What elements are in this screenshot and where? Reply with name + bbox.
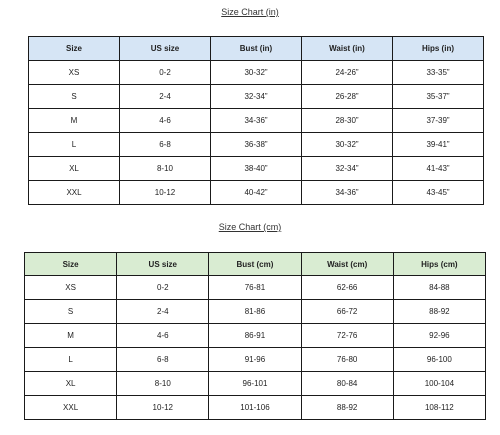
- table-row: [29, 133, 484, 157]
- size-chart-cm-table: [24, 252, 486, 420]
- bust-cell: 38-40”: [211, 157, 302, 181]
- size-chart-inches-title: Size Chart (in): [221, 7, 279, 17]
- us-size-cell: 2-4: [120, 85, 211, 109]
- size-cell: XL: [25, 372, 117, 396]
- size-cell: XS: [25, 276, 117, 300]
- hips-cell: 37-39”: [393, 109, 484, 133]
- us-size-cell: 0-2: [120, 61, 211, 85]
- bust-cell: 76-81: [209, 276, 301, 300]
- table-row: [25, 348, 486, 372]
- size-cell: M: [29, 109, 120, 133]
- bust-cell: 30-32”: [211, 61, 302, 85]
- size-cell: L: [25, 348, 117, 372]
- us-size-cell: 6-8: [117, 348, 209, 372]
- waist-cell: 32-34”: [302, 157, 393, 181]
- hips-cell: 92-96: [393, 324, 485, 348]
- hips-cell: 41-43”: [393, 157, 484, 181]
- waist-cell: 80-84: [301, 372, 393, 396]
- waist-cell: 24-26”: [302, 61, 393, 85]
- hips-cell: 96-100: [393, 348, 485, 372]
- table-row: [25, 300, 486, 324]
- hips-cell: 39-41”: [393, 133, 484, 157]
- us-size-cell: 8-10: [120, 157, 211, 181]
- bust-cell: 36-38”: [211, 133, 302, 157]
- table-row: [29, 61, 484, 85]
- hips-cell: 33-35”: [393, 61, 484, 85]
- hips-cell: 88-92: [393, 300, 485, 324]
- hips-cell: 43-45”: [393, 181, 484, 205]
- us-size-cell: 8-10: [117, 372, 209, 396]
- table-row: [29, 109, 484, 133]
- table-row: [29, 181, 484, 205]
- table-row: [29, 157, 484, 181]
- hips-cell: 100-104: [393, 372, 485, 396]
- table-row: [29, 85, 484, 109]
- waist-cell: 88-92: [301, 396, 393, 420]
- table-header-row: [29, 37, 484, 61]
- table-row: [25, 324, 486, 348]
- waist-cell: 28-30”: [302, 109, 393, 133]
- us-size-cell: 4-6: [117, 324, 209, 348]
- size-cell: XXL: [25, 396, 117, 420]
- column-header-size: Size: [29, 37, 120, 61]
- size-chart-inches-table: [28, 36, 484, 205]
- us-size-cell: 0-2: [117, 276, 209, 300]
- us-size-cell: 10-12: [117, 396, 209, 420]
- waist-cell: 26-28”: [302, 85, 393, 109]
- table-row: [25, 396, 486, 420]
- column-header-bust: Bust (in): [211, 37, 302, 61]
- column-header-hips: Hips (cm): [393, 253, 485, 276]
- hips-cell: 108-112: [393, 396, 485, 420]
- size-cell: XL: [29, 157, 120, 181]
- table-header-row: [25, 253, 486, 276]
- waist-cell: 62-66: [301, 276, 393, 300]
- column-header-us-size: US size: [120, 37, 211, 61]
- hips-cell: 35-37”: [393, 85, 484, 109]
- size-chart-cm-title: Size Chart (cm): [218, 222, 282, 232]
- column-header-size: Size: [25, 253, 117, 276]
- bust-cell: 32-34”: [211, 85, 302, 109]
- size-cell: XXL: [29, 181, 120, 205]
- waist-cell: 76-80: [301, 348, 393, 372]
- size-cell: S: [29, 85, 120, 109]
- us-size-cell: 2-4: [117, 300, 209, 324]
- column-header-waist: Waist (in): [302, 37, 393, 61]
- size-cell: S: [25, 300, 117, 324]
- bust-cell: 40-42”: [211, 181, 302, 205]
- bust-cell: 91-96: [209, 348, 301, 372]
- column-header-waist: Waist (cm): [301, 253, 393, 276]
- us-size-cell: 10-12: [120, 181, 211, 205]
- hips-cell: 84-88: [393, 276, 485, 300]
- waist-cell: 30-32”: [302, 133, 393, 157]
- us-size-cell: 4-6: [120, 109, 211, 133]
- column-header-us-size: US size: [117, 253, 209, 276]
- waist-cell: 72-76: [301, 324, 393, 348]
- size-cell: XS: [29, 61, 120, 85]
- bust-cell: 81-86: [209, 300, 301, 324]
- table-row: [25, 372, 486, 396]
- size-cell: L: [29, 133, 120, 157]
- bust-cell: 101-106: [209, 396, 301, 420]
- us-size-cell: 6-8: [120, 133, 211, 157]
- column-header-bust: Bust (cm): [209, 253, 301, 276]
- bust-cell: 86-91: [209, 324, 301, 348]
- column-header-hips: Hips (in): [393, 37, 484, 61]
- bust-cell: 34-36”: [211, 109, 302, 133]
- waist-cell: 34-36”: [302, 181, 393, 205]
- table-row: [25, 276, 486, 300]
- bust-cell: 96-101: [209, 372, 301, 396]
- waist-cell: 66-72: [301, 300, 393, 324]
- size-cell: M: [25, 324, 117, 348]
